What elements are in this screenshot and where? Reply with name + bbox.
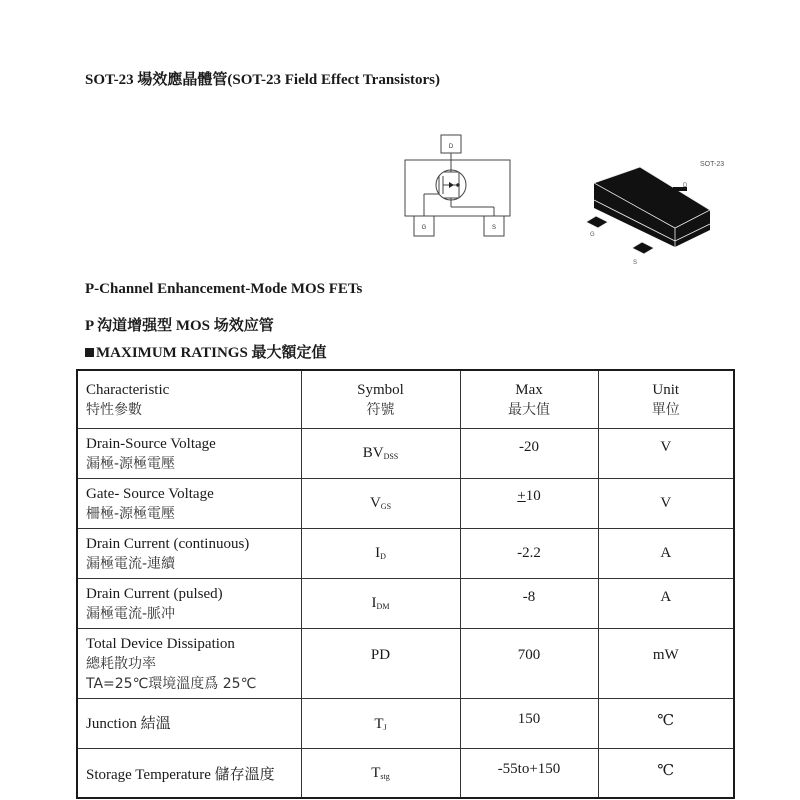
header-symbol: Symbol 符號: [301, 370, 460, 428]
svg-text:G: G: [421, 225, 427, 231]
table-row: Drain Current (continuous) 漏極電流-連續 $I_D$ -2.2 A: [77, 528, 734, 578]
header-max: Max 最大值: [460, 370, 598, 428]
svg-text:D: D: [683, 183, 688, 189]
table-row: Drain-Source Voltage 漏極-源極電壓 $BV_{DSS}$ -20 V: [77, 428, 734, 478]
table-row: Gate- Source Voltage 柵極-源極電壓 $V_{GS}$ +10 V: [77, 478, 734, 528]
section-heading: MAXIMUM RATINGS 最大額定值: [85, 341, 327, 362]
table-header-row: [77, 370, 734, 428]
svg-text:S: S: [491, 225, 497, 231]
channel-heading-en: P-Channel Enhancement-Mode MOS FETs: [85, 281, 363, 297]
table-row: Total Device Dissipation 總耗散功率 TA=25℃環境溫度爲 25℃ PD 700 mW: [77, 628, 734, 698]
header-characteristic: Characteristic 特性參數: [77, 370, 301, 428]
header-unit: Unit 單位: [598, 370, 734, 428]
document-title: SOT-23 場效應晶體管(SOT-23 Field Effect Transistors): [85, 72, 441, 88]
channel-heading-cn: P 沟道增强型 MOS 场效应管: [85, 318, 274, 334]
svg-text:D: D: [448, 144, 454, 150]
maximum-ratings-table: [76, 369, 735, 799]
svg-text:S: S: [633, 260, 638, 265]
sot23-package-icon: [570, 150, 740, 265]
svg-text:G: G: [590, 232, 595, 238]
bullet-square-icon: [85, 348, 94, 357]
table-row: Junction 結溫 $T_J$ 150 ℃: [77, 698, 734, 748]
table-row: Storage Temperature 儲存溫度 $T_{stg}$ -55to+150 ℃: [77, 748, 734, 798]
table-row: Drain Current (pulsed) 漏極電流-脈冲 $I_{DM}$ -8 A: [77, 578, 734, 628]
svg-text:SOT-23: SOT-23: [700, 161, 725, 168]
mosfet-schematic-icon: [397, 130, 517, 240]
